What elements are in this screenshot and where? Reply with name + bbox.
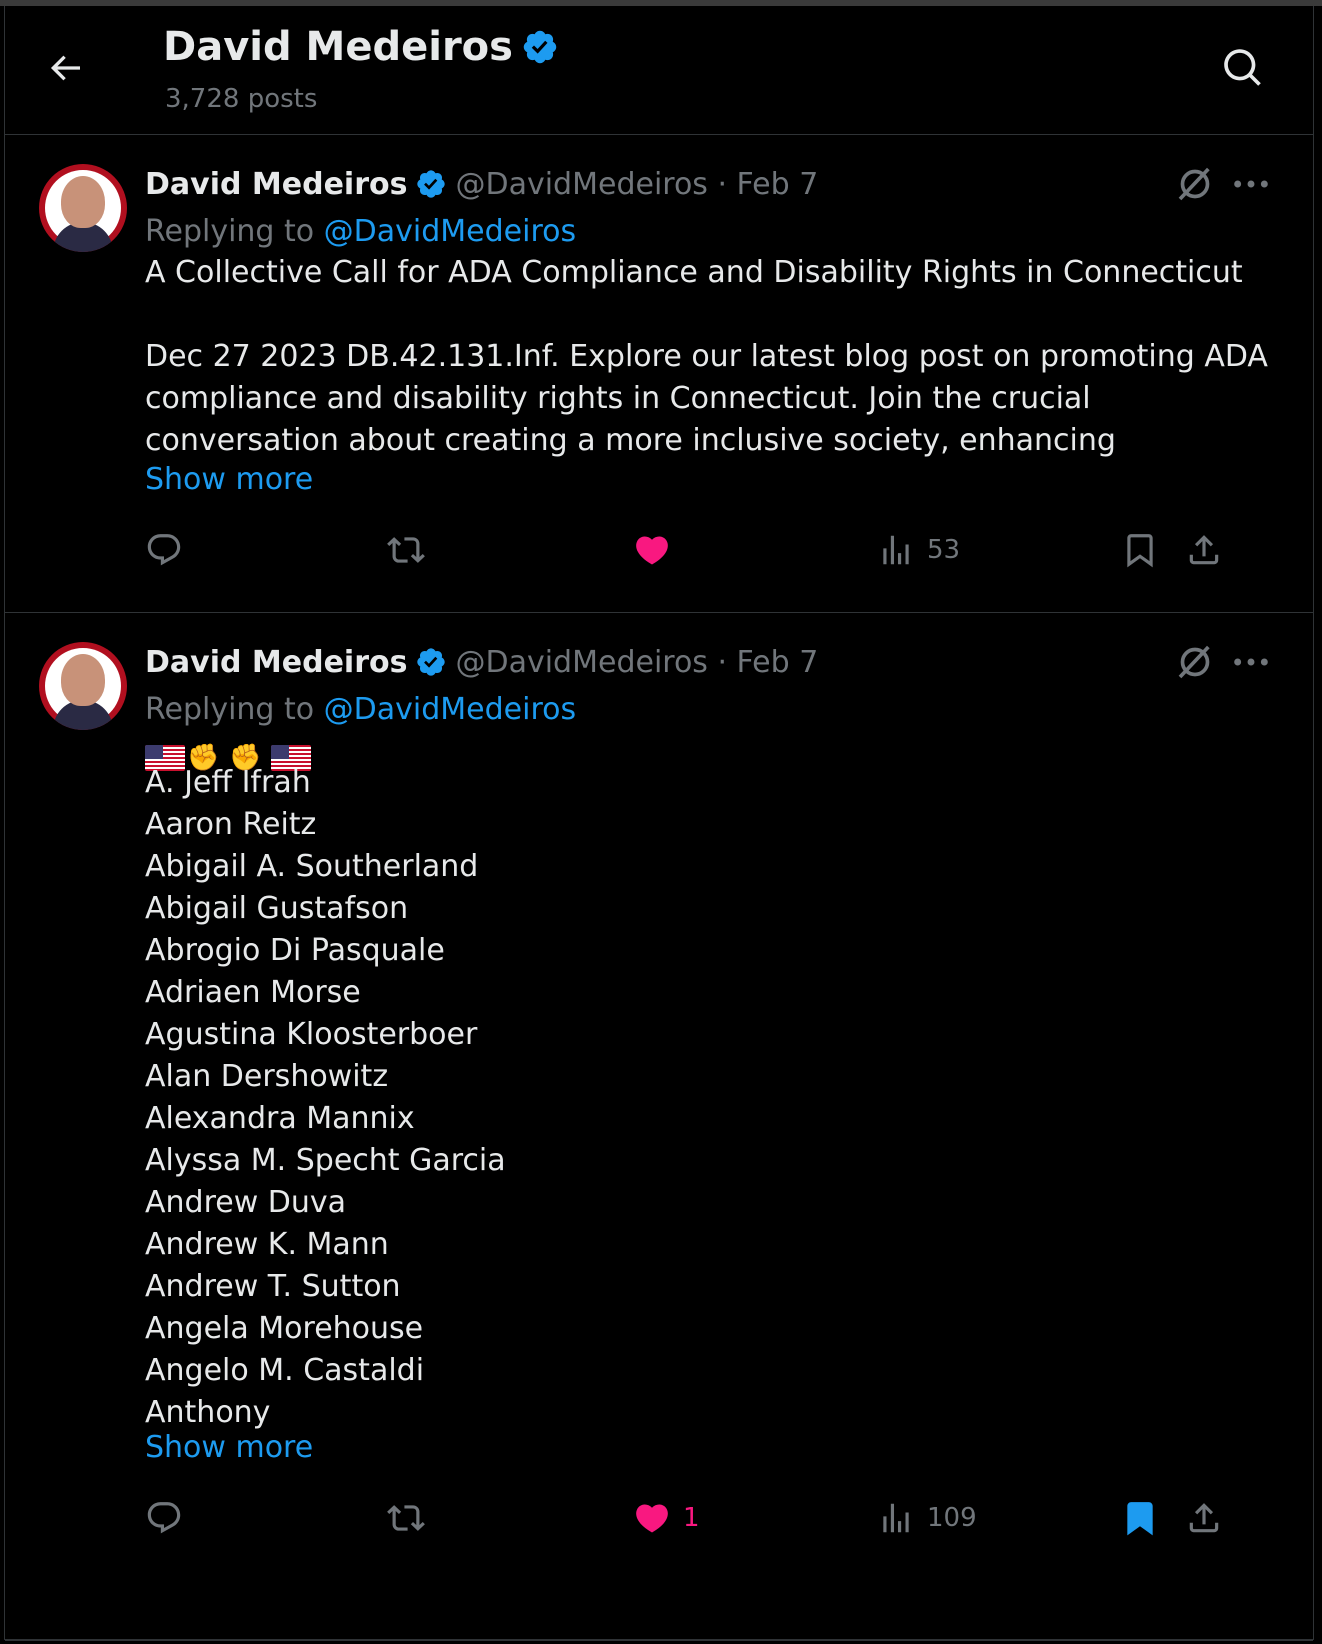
tweet-actions [145, 526, 1285, 574]
views-button[interactable] [877, 526, 960, 574]
views-chart-icon [877, 531, 915, 569]
reply-icon [145, 1499, 183, 1537]
repost-icon [387, 531, 425, 569]
search-icon[interactable] [1221, 46, 1265, 90]
tweet[interactable] [5, 134, 1313, 613]
views-button[interactable] [877, 1494, 977, 1542]
share-icon [1185, 531, 1223, 569]
tweet-date[interactable]: Feb 7 [736, 644, 819, 680]
reply-icon [145, 531, 183, 569]
replying-to-label: Replying to [145, 692, 324, 727]
replying-to [145, 692, 576, 727]
share-button[interactable] [1185, 1494, 1223, 1542]
more-options-icon[interactable] [1231, 172, 1271, 196]
tweet-text: A Collective Call for ADA Compliance and Disability Rights in Connecticut Dec 27 2023 DB.42.131.Inf. Explore our latest blog post on promoting ADA compliance and disability rights in Connecticut. Join the crucial conversation about creating a more inclusive society, enhancing [145, 255, 1268, 458]
replying-to-label: Replying to [145, 214, 324, 249]
tweet[interactable] [5, 612, 1313, 1641]
view-count: 53 [927, 535, 961, 565]
replying-to-link[interactable]: @DavidMedeiros [323, 214, 577, 249]
grok-icon[interactable] [1175, 642, 1215, 682]
like-count: 1 [683, 1503, 700, 1533]
share-icon [1185, 1499, 1223, 1537]
replying-to-link[interactable]: @DavidMedeiros [323, 692, 577, 727]
view-count: 109 [927, 1503, 977, 1533]
separator-dot: · [707, 166, 737, 202]
show-more-link[interactable]: Show more [145, 462, 314, 497]
verified-badge-icon [521, 28, 559, 66]
separator-dot: · [707, 644, 737, 680]
more-options-icon[interactable] [1231, 650, 1271, 674]
back-arrow-icon[interactable] [45, 48, 85, 88]
avatar[interactable] [39, 642, 127, 730]
author-handle[interactable]: @DavidMedeiros [455, 166, 708, 202]
like-button[interactable] [633, 1494, 700, 1542]
repost-button[interactable] [387, 1494, 425, 1542]
reply-button[interactable] [145, 1494, 183, 1542]
repost-icon [387, 1499, 425, 1537]
right-fist-icon: ✊ [229, 743, 262, 773]
author-handle[interactable]: @DavidMedeiros [455, 644, 708, 680]
bookmark-button[interactable] [1121, 526, 1159, 574]
like-button[interactable] [633, 526, 683, 574]
posts-count: 3,728 posts [165, 84, 318, 114]
tweet-text: A. Jeff Ifrah Aaron Reitz Abigail A. Southerland Abigail Gustafson Abrogio Di Pasquale Adriaen Morse Agustina Kloosterboer Alan Dershowitz Alexandra Mannix Alyssa M. Specht Garcia Andrew Duva Andrew K. Mann Andrew T. Sutton Angela Morehouse Angelo M. Castaldi Anthony [145, 765, 506, 1430]
share-button[interactable] [1185, 526, 1223, 574]
author-name[interactable]: David Medeiros [145, 166, 408, 202]
reply-button[interactable] [145, 526, 183, 574]
heart-icon [633, 531, 671, 569]
profile-name: David Medeiros [163, 24, 513, 70]
grok-icon[interactable] [1175, 164, 1215, 204]
profile-header [5, 6, 1313, 135]
verified-badge-icon [415, 646, 447, 678]
replying-to [145, 214, 576, 249]
left-fist-icon: ✊ [187, 743, 220, 773]
show-more-link[interactable]: Show more [145, 1430, 314, 1465]
verified-badge-icon [415, 168, 447, 200]
tweet-actions [145, 1494, 1285, 1542]
repost-button[interactable] [387, 526, 425, 574]
tweet-date[interactable]: Feb 7 [736, 166, 819, 202]
page-title [163, 24, 559, 70]
bookmark-icon [1121, 531, 1159, 569]
heart-icon [633, 1499, 671, 1537]
author-name[interactable]: David Medeiros [145, 644, 408, 680]
avatar[interactable] [39, 164, 127, 252]
views-chart-icon [877, 1499, 915, 1537]
bookmark-filled-icon [1121, 1499, 1159, 1537]
bookmark-button[interactable] [1121, 1494, 1159, 1542]
